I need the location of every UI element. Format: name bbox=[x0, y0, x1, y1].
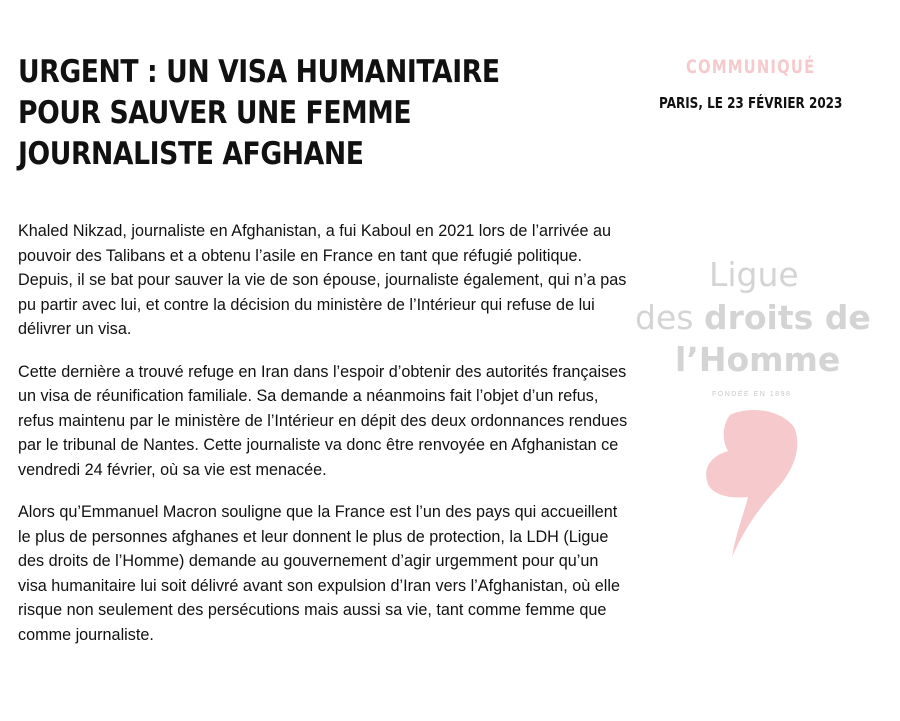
page-title bbox=[18, 52, 500, 175]
title-line-3: JOURNALISTE AFGHANE bbox=[18, 136, 364, 172]
paragraph-3: Alors qu’Emmanuel Macron souligne que la France est l’un des pays qui accueillent le plus de personnes afghanes et leur donnent le plus de protection, la LDH (Ligue des droits de l’Homme) demande au gouvernement d’agir urgemment pour qu’un visa humanitaire lui soit délivré avant son expulsion d’Iran vers l’Afghanistan, où elle risque non seulement des persécutions mais aussi sa vie, tant comme femme que comme journaliste. bbox=[18, 503, 620, 644]
logo-line-1: Ligue bbox=[709, 255, 799, 294]
title-line-1: URGENT : UN VISA HUMANITAIRE bbox=[18, 54, 500, 90]
logo-line-2 bbox=[635, 298, 871, 337]
logo-line-2-light: des bbox=[635, 298, 694, 337]
paragraph-1: Khaled Nikzad, journaliste en Afghanistan, a fui Kaboul en 2021 lors de l’arrivée au pouvoir des Talibans et a obtenu l’asile en France en tant que réfugié politique. Depuis, il se bat pour sauver la vie de son épouse, journaliste également, qui n’a pas pu partir avec lui, et contre la décision du ministère de l’Intérieur qui refuse de lui délivrer un visa. bbox=[18, 222, 627, 338]
dateline: PARIS, LE 23 FÉVRIER 2023 bbox=[659, 94, 843, 112]
ldh-mark-icon bbox=[700, 405, 800, 560]
logo-founded: FONDÉE EN 1898 bbox=[712, 391, 792, 398]
title-line-2: POUR SAUVER UNE FEMME bbox=[18, 95, 412, 131]
document-type-label: COMMUNIQUÉ bbox=[686, 56, 816, 78]
paragraph-2: Cette dernière a trouvé refuge en Iran dans l’espoir d’obtenir des autorités françaises un visa de réunification familiale. Sa demande a néanmoins fait l’objet d’un refus, refus maintenu par le ministère de l’Intérieur en dépit des deux ordonnances rendues par le tribunal de Nantes. Cette journaliste va donc être renvoyée en Afghanistan ce vendredi 24 février, où sa vie est menacée. bbox=[18, 362, 628, 479]
logo-line-3: l’Homme bbox=[675, 340, 841, 379]
logo-line-2-bold: droits de bbox=[703, 298, 871, 337]
article-body bbox=[18, 219, 630, 665]
